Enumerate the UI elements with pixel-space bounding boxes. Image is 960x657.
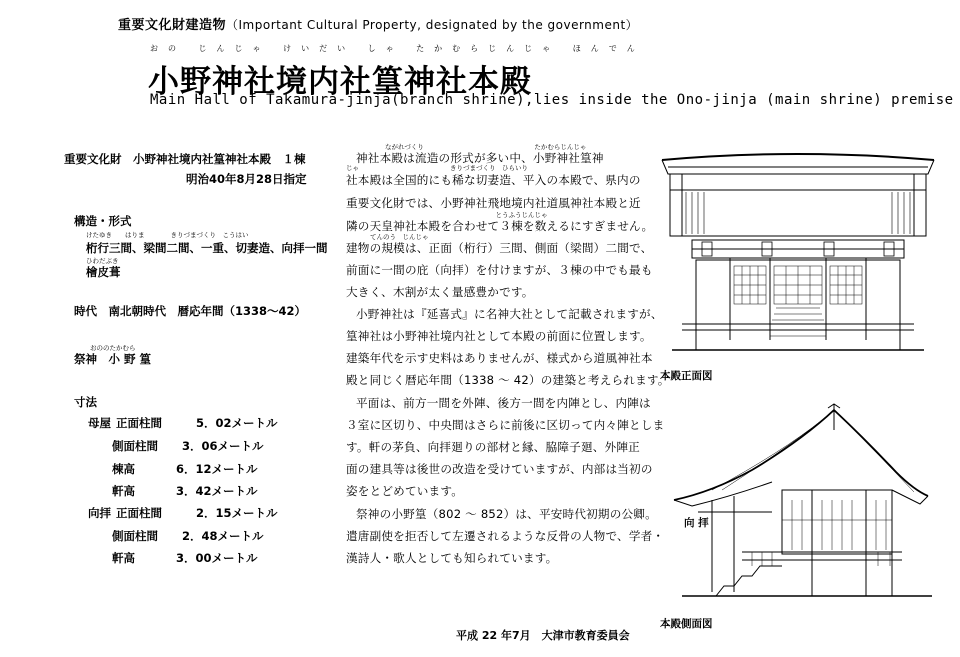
body-line: 漢詩人・歌人としても知られています。 xyxy=(346,551,558,565)
body-line: す。軒の茅負、向拝廻りの部材と縁、脇障子廻、外陣正 xyxy=(346,440,640,454)
footer-credit: 平成 22 年7月 大津市教育委員会 xyxy=(456,629,630,642)
body-line: 小野神社は『延喜式』に名神大社として記載されますが、 xyxy=(356,307,663,321)
kohai-label: 向 拝 xyxy=(684,517,709,529)
body-line: 殿と同じく暦応年間（1338 ～ 42）の建築と考えられます。 xyxy=(346,373,670,387)
dim-label: 軒高 xyxy=(112,551,135,565)
structure-line-1: 桁行三間、梁間二間、一重、切妻造、向拝一間 xyxy=(86,241,328,255)
body-line: 平面は、前方一間を外陣、後方一間を内陣とし、内陣は xyxy=(356,396,651,410)
body-ruby: ながれづくり たかむらじんじゃ xyxy=(385,143,587,151)
dim-label: 軒高 xyxy=(112,484,135,498)
dim-value: 5．02メートル xyxy=(196,416,278,430)
front-elevation-drawing xyxy=(652,140,942,368)
front-elevation-caption: 本殿正面図 xyxy=(660,370,713,382)
body-line: 重要文化財では、小野神社飛地境内社道風神社本殿と近 xyxy=(346,196,641,210)
dimensions-heading: 寸法 xyxy=(74,395,97,409)
body-line: 姿をとどめています。 xyxy=(346,484,464,498)
body-ruby: じゃ きりづまづくり ひらいり xyxy=(346,164,528,172)
dim-value: 3．06メートル xyxy=(182,439,264,453)
designation-date: 明治40年8月28日指定 xyxy=(186,172,307,186)
era: 時代 南北朝時代 暦応年間（1338～42） xyxy=(74,304,307,318)
dim-label: 正面柱間 xyxy=(116,506,162,520)
deity-ruby: おののたかむら xyxy=(90,344,136,352)
body-line: 社本殿は全国的にも稀な切妻造、平入の本殿で、県内の xyxy=(346,173,641,187)
page-title-english: Main Hall of Takamura-jinja(branch shrine),lies inside the Ono-jinja (main shrine) premise xyxy=(150,92,954,108)
structure-line-2: 檜皮葺 xyxy=(86,265,121,279)
dim-value: 6．12メートル xyxy=(176,462,258,476)
body-line: 建物の規模は、正面（桁行）三間、側面（梁間）二間で、 xyxy=(346,241,653,255)
dim-value: 3．00メートル xyxy=(176,551,258,565)
dim-value: 2．48メートル xyxy=(182,529,264,543)
side-elevation-drawing xyxy=(652,400,942,610)
deity: 祭神 小 野 篁 xyxy=(74,352,152,366)
structure-ruby-2: ひわだぶき xyxy=(86,257,119,265)
body-line: 建築年代を示す史料はありませんが、様式から道風神社本 xyxy=(346,351,653,365)
body-ruby: てんのう じんじゃ xyxy=(370,233,429,241)
body-line: ３室に区切り、中央間はさらに前後に区切って内々陣としま xyxy=(346,418,665,432)
structure-heading: 構造・形式 xyxy=(74,214,132,228)
dim-value: 3．42メートル xyxy=(176,484,258,498)
dim-group-kohai: 向拝 xyxy=(88,506,111,520)
body-line: 神社本殿は流造の形式が多い中、小野神社篁神 xyxy=(356,151,604,165)
side-elevation-caption: 本殿側面図 xyxy=(660,618,713,630)
body-line: 面の建具等は後世の改造を受けていますが、内部は当初の xyxy=(346,462,653,476)
category-en: （Important Cultural Property, designated by the government） xyxy=(226,18,639,32)
category-header xyxy=(118,14,638,33)
body-line: 前面に一間の庇（向拝）を付けますが、３棟の中でも最も xyxy=(346,263,653,277)
designation: 重要文化財 小野神社境内社篁神社本殿 １棟 xyxy=(64,152,306,166)
body-line: 大きく、木割が太く量感豊かです。 xyxy=(346,285,534,299)
body-line: 祭神の小野篁（802 ～ 852）は、平安時代初期の公卿。 xyxy=(356,507,657,521)
structure-ruby-1: けたゆき はりま きりづまづくり こうはい xyxy=(86,231,249,239)
body-line: 遣唐副使を拒否して左遷されるような反骨の人物で、学者・ xyxy=(346,529,665,543)
category-jp: 重要文化財建造物 xyxy=(118,18,227,33)
body-ruby: とうふうじんじゃ xyxy=(346,211,548,219)
dim-label: 側面柱間 xyxy=(112,439,158,453)
body-line: 隣の天皇神社本殿を合わせて３棟を数えるにすぎません。 xyxy=(346,219,654,233)
dim-value: 2．15メートル xyxy=(196,506,278,520)
body-line: 篁神社は小野神社境内社として本殿の前面に位置します。 xyxy=(346,329,652,343)
page-title: 小野神社境内社篁神社本殿 xyxy=(148,64,532,100)
dim-label: 正面柱間 xyxy=(116,416,162,430)
dim-label: 棟高 xyxy=(112,462,135,476)
dim-label: 側面柱間 xyxy=(112,529,158,543)
dim-group-moya: 母屋 xyxy=(88,416,111,430)
title-ruby: おの じんじゃ けいだい しゃ たかむらじんじゃ ほんでん xyxy=(150,44,645,53)
